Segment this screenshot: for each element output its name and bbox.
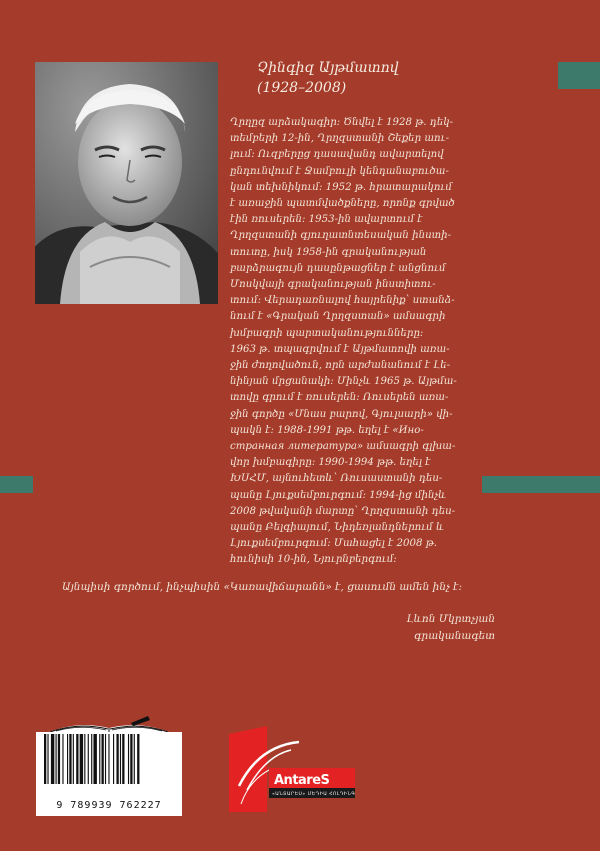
- barcode-bar: [130, 734, 132, 784]
- publisher-tagline: «ԱՆՏԱՐԵՍ» ՄԵԴԻԱ ՀՈԼԴԻՆԳ: [272, 792, 356, 797]
- bio-line: լում: Ուզբերըց դասավանդ ավարտելով: [230, 149, 444, 161]
- bio-line: տովը գրում է ռուսերեն: Ռուսերեն առա-: [230, 392, 449, 404]
- bio-line: վոր խմբագիրը: 1990-1994 թթ. եղել է: [230, 457, 431, 469]
- critic-title: գրականագետ: [414, 630, 495, 642]
- barcode-bar: [113, 734, 114, 784]
- barcode-bar: [84, 734, 85, 784]
- barcode-bar: [73, 734, 74, 784]
- bio-line: նում է «Գրական Ղրղզստան» ամսագրի: [230, 311, 446, 323]
- barcode-bar: [137, 734, 139, 784]
- barcode-bars: [36, 734, 182, 800]
- bio-line: ԽՍՀՄ, այնուհետև՝ Ռուսաստանի դես-: [230, 473, 443, 485]
- bio-line: բարձրագույն դասընթացներ է անցնում: [230, 262, 446, 274]
- bio-line: նինյան մրցանակի: Մինչև 1965 թ. Այթմա-: [230, 376, 457, 388]
- critic-name: Լևոն Մկրտչյան: [406, 613, 495, 625]
- bio-line: странная литература» ամսագրի գլխա-: [230, 441, 456, 453]
- barcode-bar: [47, 734, 48, 784]
- teal-accent-top-right: [558, 62, 600, 89]
- bio-line: 1963 թ. տպագրվում է Այթմատովի առա-: [230, 343, 450, 355]
- barcode-bar: [51, 734, 54, 784]
- barcode-bar: [122, 734, 124, 784]
- bio-line: խմբագրի պարտականությունները:: [230, 327, 424, 339]
- bio-line: ջին գործը «Մնաս բարով, Գյուլսարի» վի-: [230, 408, 453, 420]
- critic-quote: Այնպիսի գործում, ինչպիսին «Կառավիճարանն» է, ցասումն ամեն ինչ է:: [62, 581, 463, 593]
- barcode-bar: [62, 734, 63, 784]
- barcode-bar: [93, 734, 96, 784]
- author-portrait: [35, 62, 218, 304]
- barcode-bar: [80, 734, 83, 784]
- bio-line: կան տեխնիկում: 1952 թ. հրատարակում: [230, 181, 452, 193]
- bio-line: Ղրղզստանի գյուղատնտեսական ինստի-: [230, 230, 452, 242]
- barcode-bar: [99, 734, 100, 784]
- isbn-number: 9 789939 762227: [56, 800, 162, 811]
- isbn-barcode: [36, 714, 182, 816]
- barcode-bar: [44, 734, 46, 784]
- bio-line: ջին ժողովածուն, որն արժանանում է Լե-: [230, 360, 451, 372]
- bio-line: պանը Բելգիայում, Նիդեռլանդներում և: [230, 522, 445, 534]
- bio-line: Ղրղըզ արձակագիր: Ծնվել է 1928 թ. դեկ-: [230, 117, 454, 128]
- author-years: (1928–2008): [257, 80, 347, 96]
- barcode-bar: [116, 734, 118, 784]
- barcode-bar: [134, 734, 135, 784]
- author-heading: [257, 58, 399, 98]
- bio-line: պակն է: 1988-1991 թթ. եղել է «Ино-: [230, 424, 424, 436]
- bio-line: Մոսկվայի գրականության ինստիտու-: [230, 279, 436, 291]
- barcode-bar: [105, 734, 106, 784]
- barcode-bar: [76, 734, 78, 784]
- bio-line: ընդունվում է Ջամբուլի կենդանաբուծա-: [230, 165, 449, 177]
- bio-line: 2008 թվականի մարտը՝ Ղրղզստանի դես-: [230, 505, 456, 517]
- barcode-panel: [36, 732, 182, 816]
- antares-logo-icon: [229, 726, 357, 812]
- bio-line: է առաջին պատմվածքները, որոնք գրված: [230, 198, 455, 210]
- teal-accent-left: [0, 476, 33, 493]
- bio-line: Լյուքսեմբուրգում: Մահացել է 2008 թ.: [230, 538, 437, 550]
- publisher-logo: [229, 726, 357, 812]
- author-name: Չինգիզ Այթմատով: [257, 60, 399, 76]
- author-biography: [230, 115, 478, 569]
- quote-attribution: [406, 611, 495, 645]
- teal-accent-right: [482, 476, 600, 493]
- publisher-name: AntareS: [274, 773, 330, 788]
- bio-line: հունիսի 10-ին, Նյուրնբերգում:: [230, 554, 397, 566]
- barcode-bar: [58, 734, 60, 784]
- barcode-bar: [102, 734, 104, 784]
- barcode-bar: [67, 734, 68, 784]
- bio-line: տում: Վերադառնալով հայրենիք՝ ստանձ-: [230, 295, 455, 307]
- barcode-bar: [56, 734, 57, 784]
- barcode-bar: [88, 734, 89, 784]
- bio-line: տեմբերի 12-ին, Ղրղզստանի Շեքեր աու-: [230, 133, 450, 145]
- bio-line: էին ռուսերեն: 1953-ին ավարտում է: [230, 214, 423, 226]
- bio-line: պանը Լյուքսեմբուրգում: 1994-ից մինչև: [230, 489, 447, 501]
- barcode-bar: [91, 734, 92, 784]
- barcode-bar: [108, 734, 109, 784]
- barcode-bar: [69, 734, 71, 784]
- barcode-bar: [120, 734, 121, 784]
- bio-line: տուտը, իսկ 1958-ին գրականության: [230, 246, 427, 258]
- barcode-bar: [128, 734, 129, 784]
